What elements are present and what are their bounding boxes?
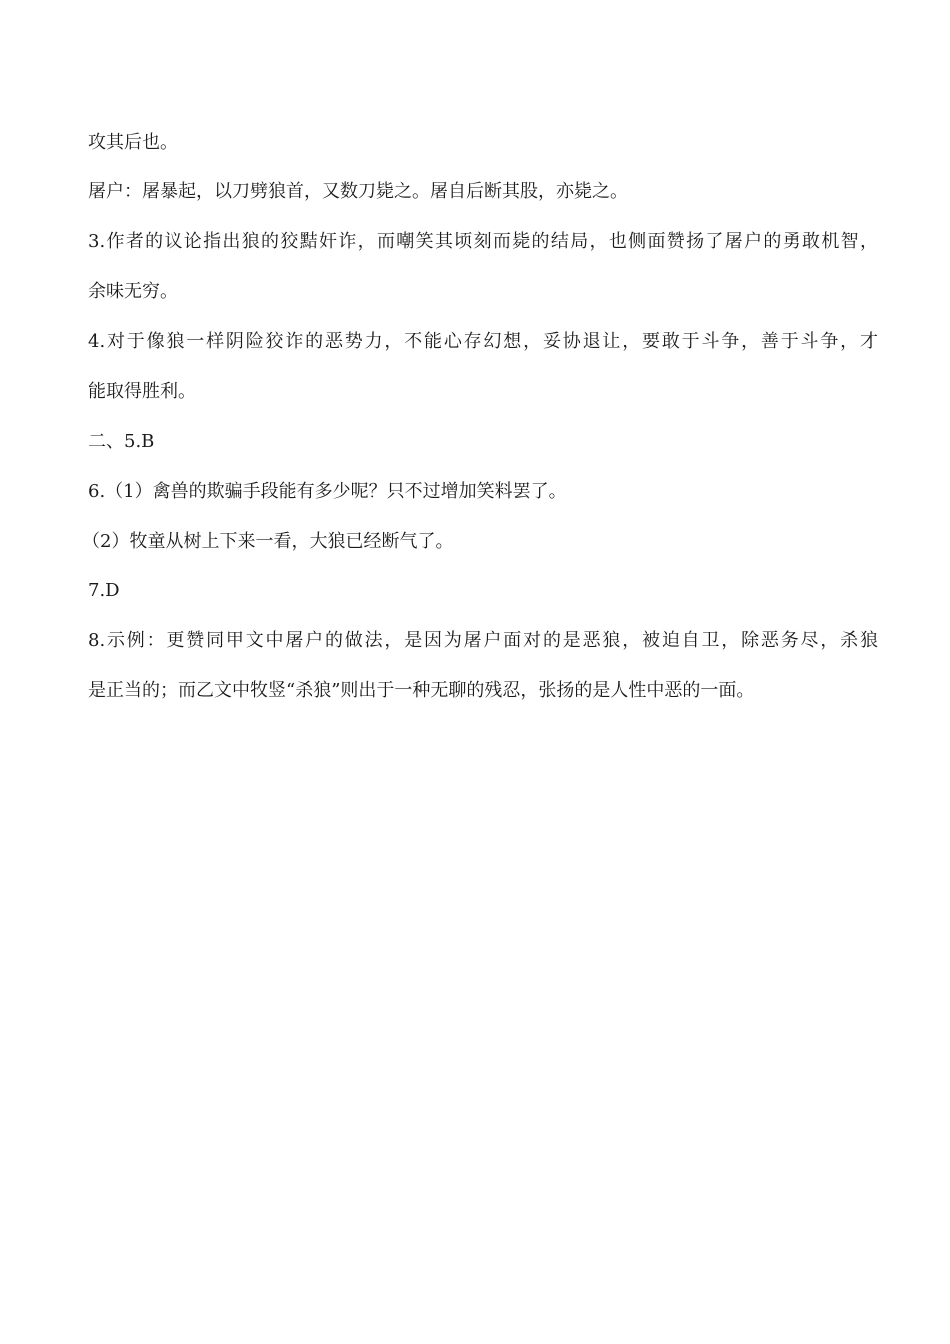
section-2-answer-5: 二、5.B — [88, 431, 155, 452]
answer-3-line-2: 余味无穷。 — [88, 281, 178, 302]
answer-6-part-2: （2）牧童从树上下来一看，大狼已经断气了。 — [82, 531, 454, 552]
answer-8-line-2: 是正当的；而乙文中牧竖“杀狼”则出于一种无聊的残忍，张扬的是人性中恶的一面。 — [88, 680, 755, 701]
answer-6-part-1: 6.（1）禽兽的欺骗手段能有多少呢？只不过增加笑料罢了。 — [88, 481, 567, 502]
answer-7: 7.D — [88, 580, 120, 601]
answer-8-line-1: 8.示例：更赞同甲文中屠户的做法，是因为屠户面对的是恶狼，被迫自卫，除恶务尽，杀狼 — [88, 630, 878, 651]
answer-3-line-1: 3.作者的议论指出狼的狡黠奸诈，而嘲笑其顷刻而毙的结局，也侧面赞扬了屠户的勇敢机智， — [88, 231, 878, 252]
answer-4-line-2: 能取得胜利。 — [88, 381, 196, 402]
answer-line-continuation: 攻其后也。 — [88, 132, 178, 153]
answer-line-butcher-actions: 屠户：屠暴起，以刀劈狼首，又数刀毙之。屠自后断其股，亦毙之。 — [88, 181, 628, 202]
answer-4-line-1: 4.对于像狼一样阴险狡诈的恶势力，不能心存幻想，妥协退让，要敢于斗争，善于斗争，才 — [88, 331, 878, 352]
